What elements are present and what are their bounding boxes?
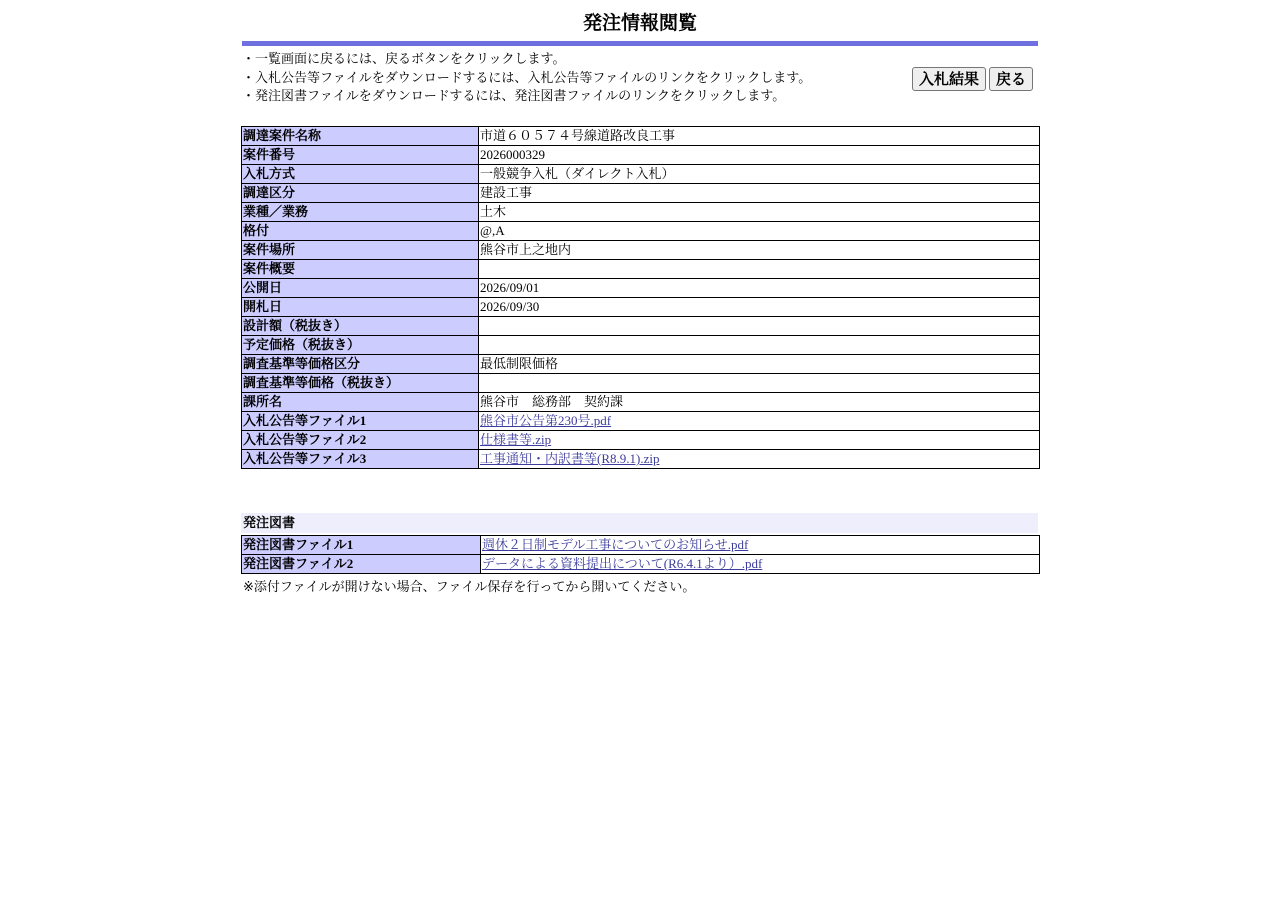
table-row	[242, 165, 1040, 184]
row-label: 入札公告等ファイル3	[242, 450, 479, 469]
table-row	[242, 127, 1040, 146]
row-value: 2026/09/30	[479, 298, 1040, 317]
order-document-link[interactable]: 週休２日制モデル工事についてのお知らせ.pdf	[482, 537, 749, 552]
table-row	[242, 431, 1040, 450]
row-label: 課所名	[242, 393, 479, 412]
row-label: 案件場所	[242, 241, 479, 260]
row-value	[479, 374, 1040, 393]
table-row	[242, 317, 1040, 336]
row-value	[479, 336, 1040, 355]
table-row	[242, 184, 1040, 203]
row-label: 入札公告等ファイル2	[242, 431, 479, 450]
table-row	[242, 146, 1040, 165]
row-label: 業種／業務	[242, 203, 479, 222]
table-row	[242, 336, 1040, 355]
row-value: 市道６０５７４号線道路改良工事	[479, 127, 1040, 146]
file-link[interactable]: 工事通知・内訳書等(R8.9.1).zip	[480, 451, 660, 466]
row-value: 2026/09/01	[479, 279, 1040, 298]
table-row	[242, 279, 1040, 298]
button-group	[912, 67, 1033, 91]
row-label: 発注図書ファイル2	[242, 555, 481, 574]
row-label: 調査基準等価格（税抜き）	[242, 374, 479, 393]
table-row	[242, 298, 1040, 317]
table-row	[242, 355, 1040, 374]
instruction-line: ・一覧画面に戻るには、戻るボタンをクリックします。	[242, 52, 566, 67]
row-value: 一般競争入札（ダイレクト入札）	[479, 165, 1040, 184]
order-documents-header: 発注図書	[241, 513, 1038, 533]
file-link[interactable]: 熊谷市公告第230号.pdf	[480, 413, 612, 428]
page-container	[241, 0, 1039, 595]
row-label: 案件概要	[242, 260, 479, 279]
back-button[interactable]: 戻る	[989, 67, 1033, 91]
row-label: 調査基準等価格区分	[242, 355, 479, 374]
table-row	[242, 412, 1040, 431]
row-value	[479, 450, 1040, 469]
page-title: 発注情報閲覧	[582, 12, 697, 34]
row-value: 最低制限価格	[479, 355, 1040, 374]
row-label: 入札方式	[242, 165, 479, 184]
table-row	[242, 203, 1040, 222]
order-document-link[interactable]: データによる資料提出について(R6.4.1より）.pdf	[482, 556, 763, 571]
row-value	[479, 412, 1040, 431]
table-row	[242, 450, 1040, 469]
row-label: 予定価格（税抜き）	[242, 336, 479, 355]
row-value	[479, 317, 1040, 336]
row-label: 格付	[242, 222, 479, 241]
row-label: 案件番号	[242, 146, 479, 165]
row-label: 公開日	[242, 279, 479, 298]
row-label: 開札日	[242, 298, 479, 317]
table-row	[242, 536, 1040, 555]
row-label: 入札公告等ファイル1	[242, 412, 479, 431]
row-value: 熊谷市上之地内	[479, 241, 1040, 260]
instruction-line: ・発注図書ファイルをダウンロードするには、発注図書ファイルのリンクをクリックします。	[242, 89, 786, 104]
table-row	[242, 374, 1040, 393]
file-link[interactable]: 仕様書等.zip	[480, 432, 552, 447]
order-documents-table	[241, 535, 1040, 574]
row-value	[481, 536, 1040, 555]
row-value	[481, 555, 1040, 574]
row-value	[479, 431, 1040, 450]
row-label: 設計額（税抜き）	[242, 317, 479, 336]
table-row	[242, 260, 1040, 279]
instruction-line: ・入札公告等ファイルをダウンロードするには、入札公告等ファイルのリンクをクリックします。	[242, 70, 812, 86]
row-value	[479, 260, 1040, 279]
row-label: 調達案件名称	[242, 127, 479, 146]
table-row	[242, 393, 1040, 412]
title-rule	[242, 41, 1038, 46]
instructions	[242, 51, 882, 107]
table-row	[242, 222, 1040, 241]
row-label: 発注図書ファイル1	[242, 536, 481, 555]
attachment-note: ※添付ファイルが開けない場合、ファイル保存を行ってから開いてください。	[243, 580, 696, 595]
table-row	[242, 241, 1040, 260]
row-value: 土木	[479, 203, 1040, 222]
row-value: @,A	[479, 222, 1040, 241]
bid-result-button[interactable]: 入札結果	[912, 67, 986, 91]
row-value: 2026000329	[479, 146, 1040, 165]
row-label: 調達区分	[242, 184, 479, 203]
detail-table	[241, 126, 1040, 469]
table-row	[242, 555, 1040, 574]
row-value: 熊谷市 総務部 契約課	[479, 393, 1040, 412]
row-value: 建設工事	[479, 184, 1040, 203]
